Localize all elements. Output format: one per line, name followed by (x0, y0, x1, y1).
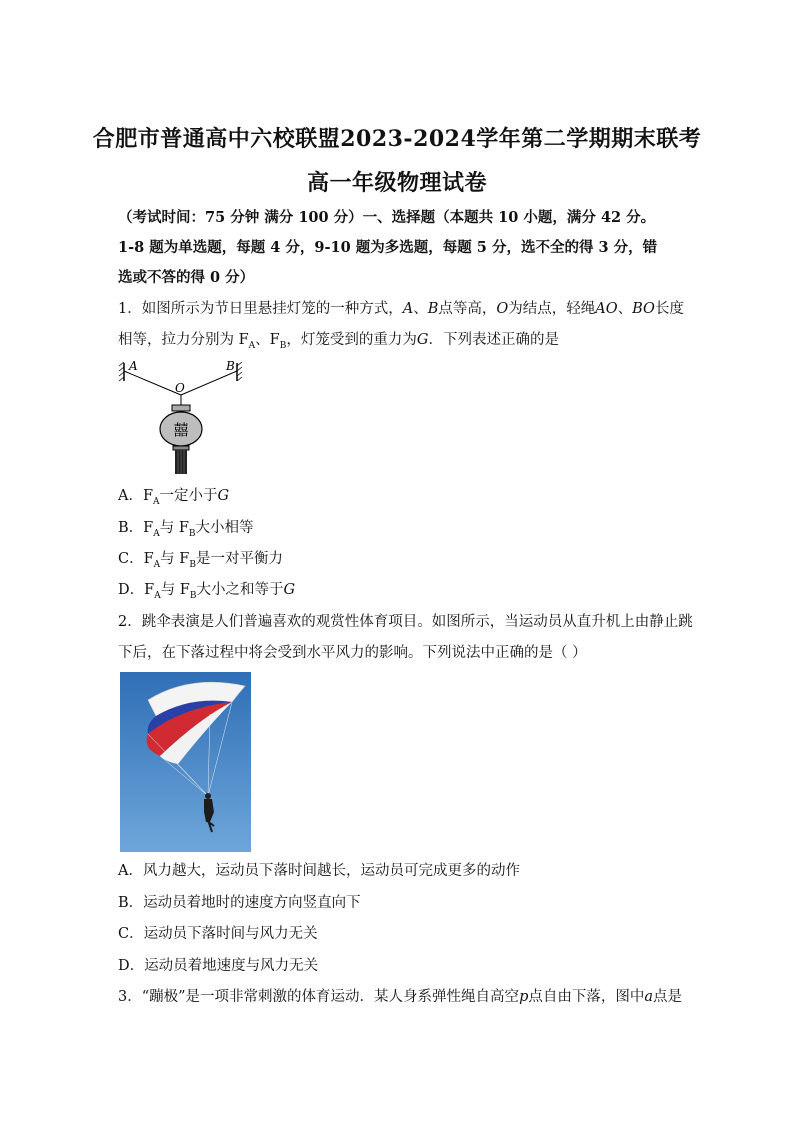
q1-subscript: A (248, 340, 256, 351)
q1-text: 点等高， (438, 301, 497, 317)
option-text: 一定小于 (159, 488, 218, 504)
q1-text: 相等，拉力分别为 F (118, 332, 249, 348)
option-text: C．F (118, 551, 154, 567)
q1-gravity-symbol: G (416, 332, 429, 348)
option-subscript: A (153, 559, 161, 570)
q3-text: 点是 (653, 989, 683, 1005)
q3-stem-line1 (118, 987, 683, 1007)
option-subscript: A (154, 590, 161, 601)
q1-option-b (118, 518, 678, 544)
q1-option-d (118, 580, 678, 606)
parachute-photo (120, 672, 251, 852)
label-a: A (129, 359, 138, 373)
q1-option-a (118, 486, 678, 512)
q1-point-o: O (496, 301, 509, 317)
q1-rope-ao: AO (595, 301, 618, 317)
q1-point-a: A (402, 301, 414, 317)
q1-text: 长度 (654, 301, 684, 317)
instructions-line3: 选或不答的得 0 分） (118, 269, 255, 286)
option-subscript: B (188, 528, 196, 539)
q2-option-d: D．运动员着地速度与风力无关 (118, 958, 319, 974)
option-text: 是一对平衡力 (195, 551, 283, 567)
q1-point-b: B (427, 301, 439, 317)
option-subscript: A (153, 528, 160, 539)
q1-stem-line2 (118, 330, 678, 356)
exam-title-line2: 高一年级物理试卷 (306, 170, 487, 196)
option-subscript: B (189, 590, 197, 601)
q3-text: 点自由下落，图中 (528, 989, 645, 1005)
option-text: A．F (118, 488, 154, 504)
option-text: 大小相等 (195, 520, 254, 536)
option-symbol: G (283, 582, 296, 598)
skydiver-head (205, 793, 211, 799)
q2-stem-line2: 下后，在下落过程中将会受到水平风力的影响。下列说法中正确的是（ ） (118, 645, 587, 661)
option-text: 与 F (160, 582, 190, 598)
label-b: B (226, 359, 235, 373)
rope-bo (181, 371, 237, 395)
q1-text: 为结点，轻绳 (508, 301, 596, 317)
q3-point-a: a (644, 989, 654, 1005)
q1-text: 、 (413, 301, 428, 317)
q2-option-c: C．运动员下落时间与风力无关 (118, 926, 318, 942)
option-text: 与 F (160, 551, 190, 567)
instructions-line2: 1-8 题为单选题，每题 4 分，9-10 题为多选题，每题 5 分，选不全的得 3 分，错 (118, 239, 658, 256)
option-text: 与 F (159, 520, 189, 536)
q1-text: 、F (255, 332, 280, 348)
lantern-character: 囍 (173, 421, 189, 439)
q2-option-a: A．风力越大，运动员下落时间越长，运动员可完成更多的动作 (118, 863, 520, 879)
q3-point-p: p (519, 989, 529, 1005)
option-text: B．F (118, 520, 154, 536)
exam-title-line1: 合肥市普通高中六校联盟2023-2024学年第二学期期末联考 (92, 126, 702, 152)
lantern-base (173, 446, 189, 450)
label-o: O (175, 381, 185, 395)
q1-stem-line1 (118, 299, 684, 319)
q1-number: 1． (118, 301, 142, 317)
q1-text: ．下列表述正确的是 (428, 332, 559, 348)
q1-text: ，灯笼受到的重力为 (286, 332, 417, 348)
rope-ao (124, 371, 181, 395)
q1-text: 、 (617, 301, 633, 317)
q1-rope-bo: BO (632, 301, 655, 317)
option-symbol: G (217, 488, 230, 504)
option-subscript: A (153, 496, 160, 507)
q3-text: 3．“蹦极”是一项非常刺激的体育运动．某人身系弹性绳自高空 (118, 989, 520, 1005)
option-text: 大小之和等于 (196, 582, 284, 598)
option-text: D．F (118, 582, 155, 598)
q2-option-b: B．运动员着地时的速度方向竖直向下 (118, 895, 361, 911)
lantern-cap (172, 405, 190, 411)
q1-subscript: B (279, 340, 287, 351)
q2-stem-line1: 2．跳伞表演是人们普遍喜欢的观赏性体育项目。如图所示，当运动员从直升机上由静止跳 (118, 614, 693, 630)
option-subscript: B (189, 559, 196, 570)
q1-option-c (118, 549, 678, 575)
instructions-line1: （考试时间：75 分钟 满分 100 分）一、选择题（本题共 10 小题，满分 42 分。 (118, 209, 656, 226)
q1-text: 如图所示为节日里悬挂灯笼的一种方式， (141, 301, 403, 317)
lantern-figure (118, 357, 248, 477)
